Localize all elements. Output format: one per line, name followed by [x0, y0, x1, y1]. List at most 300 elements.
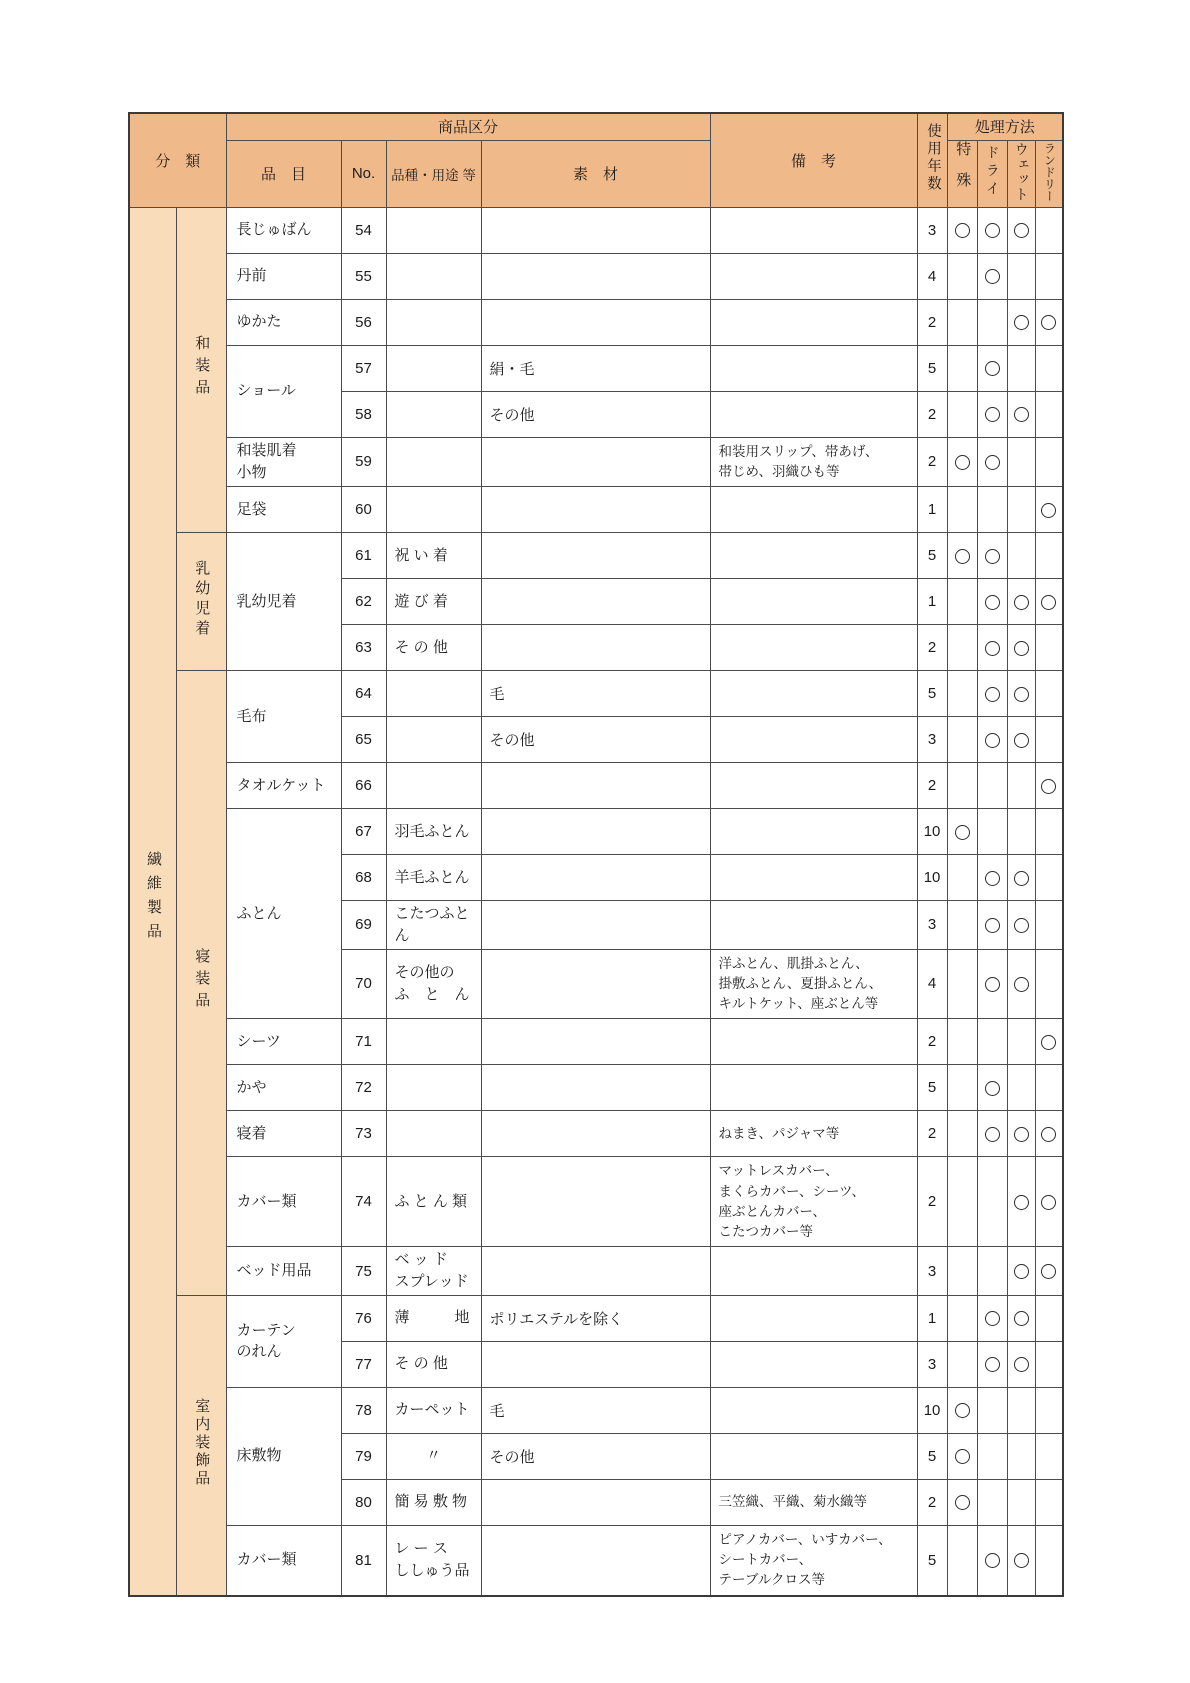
cell-line: 羊毛ふとん	[394, 868, 470, 886]
cell-line: レ ー ス	[394, 1540, 448, 1558]
cell-mark-wet	[1007, 253, 1035, 299]
cell-mark-wet	[1007, 533, 1035, 579]
cell-years: 2	[917, 763, 947, 809]
cell-mark-wet	[1007, 1433, 1035, 1479]
cell-mark-laundry	[1035, 533, 1063, 579]
cell-no: 55	[341, 253, 386, 299]
cell-line: 小物	[236, 463, 267, 481]
circle-mark	[955, 455, 970, 470]
cell-line: 〃	[426, 1447, 442, 1465]
cell-mark-dry	[977, 207, 1007, 253]
cell-line: 帯じめ、羽織ひも等	[718, 463, 840, 479]
table-row	[129, 437, 1063, 487]
cell-variety	[386, 809, 481, 855]
cell-variety	[386, 1247, 481, 1296]
cell-material: その他	[481, 391, 710, 437]
cell-item	[226, 487, 341, 533]
cell-line: 簡 易 敷 物	[394, 1493, 468, 1511]
cell-mark-laundry	[1035, 1019, 1063, 1065]
cell-mark-laundry	[1035, 299, 1063, 345]
circle-mark	[1014, 1553, 1029, 1568]
circle-mark	[985, 687, 1000, 702]
circle-mark	[985, 361, 1000, 376]
cell-class2	[176, 207, 226, 533]
cell-material: その他	[481, 1433, 710, 1479]
cell-remarks	[710, 1065, 917, 1111]
cell-variety	[386, 763, 481, 809]
circle-mark	[955, 1495, 970, 1510]
cell-mark-special	[947, 809, 977, 855]
cell-material	[481, 487, 710, 533]
cell-remarks	[710, 1295, 917, 1341]
cell-mark-wet	[1007, 1247, 1035, 1296]
cell-variety	[386, 717, 481, 763]
header-laundry	[1035, 140, 1063, 207]
cell-line: カバー類	[236, 1192, 297, 1210]
circle-mark	[985, 871, 1000, 886]
cell-no: 71	[341, 1019, 386, 1065]
cell-no: 74	[341, 1157, 386, 1247]
cell-mark-special	[947, 1111, 977, 1157]
cell-mark-special	[947, 345, 977, 391]
cell-mark-wet	[1007, 949, 1035, 1019]
cell-variety	[386, 1065, 481, 1111]
cell-material	[481, 1111, 710, 1157]
circle-mark	[985, 641, 1000, 656]
cell-line: そ の 他	[394, 638, 448, 656]
cell-no: 66	[341, 763, 386, 809]
cell-item	[226, 809, 341, 1019]
cell-variety	[386, 437, 481, 487]
cell-item	[226, 671, 341, 763]
cell-remarks	[710, 437, 917, 487]
cell-material: 毛	[481, 1387, 710, 1433]
circle-mark	[1041, 595, 1056, 610]
circle-mark	[955, 549, 970, 564]
cell-mark-special	[947, 1525, 977, 1595]
table-row	[129, 1065, 1063, 1111]
circle-mark	[1014, 687, 1029, 702]
cell-line: ふとん	[236, 904, 282, 922]
cell-mark-special	[947, 253, 977, 299]
cell-no: 76	[341, 1295, 386, 1341]
cell-mark-laundry	[1035, 855, 1063, 901]
cell-mark-laundry	[1035, 1111, 1063, 1157]
cell-item	[226, 345, 341, 437]
cell-mark-dry	[977, 1433, 1007, 1479]
cell-years: 1	[917, 1295, 947, 1341]
cell-mark-laundry	[1035, 671, 1063, 717]
cell-no: 70	[341, 949, 386, 1019]
cell-mark-special	[947, 1065, 977, 1111]
class2-label: 乳幼児着	[193, 559, 211, 640]
cell-line: 和装用スリップ、帯あげ、	[718, 443, 879, 459]
cell-variety	[386, 1341, 481, 1387]
cell-mark-wet	[1007, 207, 1035, 253]
cell-mark-special	[947, 717, 977, 763]
product-classification-table	[128, 112, 1064, 1597]
table-row	[129, 809, 1063, 855]
cell-item	[226, 253, 341, 299]
circle-mark	[955, 1449, 970, 1464]
header-remarks: 備 考	[710, 113, 917, 207]
header-classification: 分 類	[129, 113, 226, 207]
cell-mark-wet	[1007, 1479, 1035, 1525]
cell-variety	[386, 579, 481, 625]
cell-material	[481, 437, 710, 487]
cell-material	[481, 625, 710, 671]
table-row	[129, 1295, 1063, 1341]
cell-line: ショール	[236, 382, 296, 400]
cell-line: こたつカバー等	[718, 1224, 814, 1239]
cell-line: キルトケット、座ぶとん等	[718, 996, 879, 1011]
cell-mark-dry	[977, 1247, 1007, 1296]
table-header	[129, 113, 1063, 207]
cell-no: 56	[341, 299, 386, 345]
header-product-division: 商品区分	[226, 113, 710, 140]
cell-mark-laundry	[1035, 579, 1063, 625]
circle-mark	[985, 455, 1000, 470]
cell-remarks	[710, 1341, 917, 1387]
cell-line: 乳幼児着	[236, 592, 297, 610]
cell-no: 65	[341, 717, 386, 763]
cell-mark-laundry	[1035, 809, 1063, 855]
circle-mark	[1014, 871, 1029, 886]
cell-line: 和装肌着	[236, 442, 297, 459]
cell-no: 73	[341, 1111, 386, 1157]
cell-mark-dry	[977, 1157, 1007, 1247]
class2-label: 寝装品	[193, 947, 211, 1014]
cell-mark-laundry	[1035, 1157, 1063, 1247]
table-row	[129, 1019, 1063, 1065]
cell-item	[226, 1247, 341, 1296]
cell-line: 毛布	[236, 707, 267, 725]
cell-mark-dry	[977, 855, 1007, 901]
cell-mark-laundry	[1035, 1433, 1063, 1479]
cell-material	[481, 1065, 710, 1111]
circle-mark	[955, 223, 970, 238]
header-special	[947, 140, 977, 207]
circle-mark	[985, 595, 1000, 610]
cell-mark-special	[947, 533, 977, 579]
cell-mark-special	[947, 901, 977, 950]
cell-years: 2	[917, 437, 947, 487]
cell-item	[226, 437, 341, 487]
cell-mark-special	[947, 391, 977, 437]
cell-material	[481, 949, 710, 1019]
cell-mark-wet	[1007, 855, 1035, 901]
cell-mark-dry	[977, 901, 1007, 950]
cell-years: 10	[917, 855, 947, 901]
cell-remarks	[710, 1479, 917, 1525]
circle-mark	[985, 1553, 1000, 1568]
cell-line: こたつふとん	[394, 905, 470, 944]
table-row	[129, 671, 1063, 717]
cell-variety	[386, 533, 481, 579]
cell-remarks	[710, 855, 917, 901]
cell-line: そ の 他	[394, 1355, 448, 1373]
cell-variety	[386, 949, 481, 1019]
cell-mark-laundry	[1035, 345, 1063, 391]
cell-years: 3	[917, 207, 947, 253]
table-row	[129, 763, 1063, 809]
cell-years: 3	[917, 1341, 947, 1387]
cell-class2	[176, 1295, 226, 1595]
cell-mark-wet	[1007, 671, 1035, 717]
class1-label: 繊維製品	[145, 851, 162, 947]
cell-material	[481, 1479, 710, 1525]
cell-line: タオルケット	[236, 776, 326, 794]
cell-mark-special	[947, 949, 977, 1019]
cell-years: 3	[917, 717, 947, 763]
cell-mark-wet	[1007, 1387, 1035, 1433]
cell-mark-laundry	[1035, 253, 1063, 299]
cell-line: カーペット	[394, 1401, 470, 1419]
cell-line: シーツ	[236, 1032, 281, 1050]
cell-mark-laundry	[1035, 391, 1063, 437]
cell-line: ベ ッ ド	[394, 1251, 448, 1269]
table-row	[129, 533, 1063, 579]
cell-no: 59	[341, 437, 386, 487]
cell-item	[226, 1065, 341, 1111]
cell-no: 58	[341, 391, 386, 437]
circle-mark	[985, 549, 1000, 564]
cell-mark-wet	[1007, 901, 1035, 950]
cell-item	[226, 1111, 341, 1157]
special-label: 特殊	[954, 140, 972, 203]
cell-mark-dry	[977, 949, 1007, 1019]
cell-mark-laundry	[1035, 1295, 1063, 1341]
cell-mark-dry	[977, 253, 1007, 299]
header-years-of-use	[917, 113, 947, 207]
circle-mark	[985, 918, 1000, 933]
cell-line: ふ と ん 類	[394, 1192, 468, 1210]
table-row	[129, 1247, 1063, 1296]
cell-line: その他の	[394, 964, 455, 982]
cell-variety	[386, 1387, 481, 1433]
cell-mark-dry	[977, 1111, 1007, 1157]
cell-remarks	[710, 1433, 917, 1479]
cell-mark-special	[947, 299, 977, 345]
cell-item	[226, 1157, 341, 1247]
cell-line: 長じゅばん	[236, 221, 312, 239]
cell-item	[226, 1387, 341, 1525]
cell-mark-dry	[977, 763, 1007, 809]
cell-years: 2	[917, 391, 947, 437]
table-body	[129, 207, 1063, 1596]
cell-no: 61	[341, 533, 386, 579]
cell-line: まくらカバー、シーツ、	[718, 1183, 866, 1199]
cell-years: 5	[917, 1525, 947, 1595]
cell-mark-dry	[977, 671, 1007, 717]
circle-mark	[1014, 1195, 1029, 1210]
cell-mark-dry	[977, 579, 1007, 625]
cell-variety	[386, 299, 481, 345]
cell-no: 62	[341, 579, 386, 625]
cell-line: 床敷物	[236, 1447, 282, 1465]
cell-years: 1	[917, 579, 947, 625]
table-row	[129, 1111, 1063, 1157]
cell-line: スプレッド	[394, 1273, 469, 1290]
cell-material	[481, 1019, 710, 1065]
table-row	[129, 207, 1063, 253]
cell-remarks	[710, 763, 917, 809]
cell-no: 81	[341, 1525, 386, 1595]
cell-line: テーブルクロス等	[718, 1572, 826, 1588]
cell-no: 57	[341, 345, 386, 391]
cell-mark-special	[947, 1341, 977, 1387]
cell-mark-wet	[1007, 487, 1035, 533]
header-item: 品 目	[226, 140, 341, 207]
cell-mark-laundry	[1035, 437, 1063, 487]
cell-no: 75	[341, 1247, 386, 1296]
circle-mark	[1041, 779, 1056, 794]
cell-mark-special	[947, 855, 977, 901]
cell-years: 4	[917, 949, 947, 1019]
cell-line: のれん	[236, 1343, 282, 1361]
cell-years: 5	[917, 671, 947, 717]
circle-mark	[1041, 1195, 1056, 1210]
circle-mark	[1014, 595, 1029, 610]
cell-mark-dry	[977, 1065, 1007, 1111]
cell-remarks	[710, 671, 917, 717]
cell-mark-wet	[1007, 717, 1035, 763]
header-treatment-method: 処理方法	[947, 113, 1063, 140]
cell-mark-dry	[977, 717, 1007, 763]
cell-mark-wet	[1007, 579, 1035, 625]
cell-remarks	[710, 625, 917, 671]
cell-mark-special	[947, 1295, 977, 1341]
cell-mark-laundry	[1035, 1525, 1063, 1595]
cell-material	[481, 1247, 710, 1296]
cell-years: 2	[917, 1157, 947, 1247]
cell-mark-dry	[977, 1341, 1007, 1387]
cell-material	[481, 207, 710, 253]
cell-line: ししゅう品	[394, 1562, 470, 1580]
cell-line: かや	[236, 1078, 267, 1096]
cell-mark-laundry	[1035, 717, 1063, 763]
cell-variety	[386, 625, 481, 671]
cell-line: 羽毛ふとん	[394, 822, 470, 840]
wet-label: ウェット	[1013, 141, 1030, 202]
cell-variety	[386, 1479, 481, 1525]
cell-remarks	[710, 1247, 917, 1296]
cell-no: 64	[341, 671, 386, 717]
cell-years: 10	[917, 809, 947, 855]
cell-remarks	[710, 1111, 917, 1157]
cell-no: 63	[341, 625, 386, 671]
cell-mark-laundry	[1035, 487, 1063, 533]
cell-line: 寝着	[236, 1124, 267, 1142]
circle-mark	[985, 977, 1000, 992]
cell-mark-wet	[1007, 763, 1035, 809]
circle-mark	[1014, 1264, 1029, 1279]
cell-mark-dry	[977, 391, 1007, 437]
cell-mark-laundry	[1035, 1479, 1063, 1525]
cell-line: 薄 地	[394, 1309, 470, 1327]
circle-mark	[1014, 1357, 1029, 1372]
cell-line: 掛敷ふとん、夏掛ふとん、	[718, 975, 883, 991]
circle-mark	[1041, 1035, 1056, 1050]
cell-no: 77	[341, 1341, 386, 1387]
cell-remarks	[710, 253, 917, 299]
cell-variety	[386, 253, 481, 299]
circle-mark	[985, 1357, 1000, 1372]
table-row	[129, 1525, 1063, 1595]
cell-line: シートカバー、	[718, 1552, 813, 1567]
cell-years: 2	[917, 1479, 947, 1525]
cell-mark-dry	[977, 1295, 1007, 1341]
cell-no: 69	[341, 901, 386, 950]
cell-years: 5	[917, 1433, 947, 1479]
cell-mark-wet	[1007, 345, 1035, 391]
cell-mark-wet	[1007, 437, 1035, 487]
cell-mark-laundry	[1035, 207, 1063, 253]
circle-mark	[955, 1403, 970, 1418]
cell-mark-laundry	[1035, 1065, 1063, 1111]
cell-mark-dry	[977, 437, 1007, 487]
cell-line: ベッド用品	[236, 1262, 312, 1280]
cell-mark-special	[947, 207, 977, 253]
cell-no: 72	[341, 1065, 386, 1111]
document-sheet	[128, 112, 1064, 1597]
circle-mark	[1014, 1127, 1029, 1142]
cell-mark-special	[947, 579, 977, 625]
cell-mark-special	[947, 671, 977, 717]
cell-variety	[386, 901, 481, 950]
cell-mark-dry	[977, 1479, 1007, 1525]
class2-label: 和装品	[193, 334, 211, 401]
circle-mark	[985, 1311, 1000, 1326]
header-no: No.	[341, 140, 386, 207]
cell-material: 毛	[481, 671, 710, 717]
cell-mark-wet	[1007, 809, 1035, 855]
table-row	[129, 299, 1063, 345]
cell-line: 三笠織、平織、菊水織等	[718, 1494, 868, 1510]
cell-variety	[386, 1525, 481, 1595]
cell-remarks	[710, 1019, 917, 1065]
cell-mark-dry	[977, 625, 1007, 671]
cell-no: 54	[341, 207, 386, 253]
cell-years: 1	[917, 487, 947, 533]
cell-no: 80	[341, 1479, 386, 1525]
cell-years: 5	[917, 1065, 947, 1111]
circle-mark	[985, 223, 1000, 238]
cell-mark-wet	[1007, 1157, 1035, 1247]
cell-variety	[386, 855, 481, 901]
table-row	[129, 253, 1063, 299]
cell-mark-laundry	[1035, 901, 1063, 950]
cell-mark-dry	[977, 809, 1007, 855]
cell-variety	[386, 345, 481, 391]
cell-mark-wet	[1007, 625, 1035, 671]
cell-line: カバー類	[236, 1551, 297, 1569]
cell-no: 60	[341, 487, 386, 533]
cell-material	[481, 533, 710, 579]
table-row	[129, 487, 1063, 533]
cell-mark-dry	[977, 487, 1007, 533]
circle-mark	[985, 1127, 1000, 1142]
cell-mark-wet	[1007, 1019, 1035, 1065]
cell-mark-dry	[977, 1387, 1007, 1433]
cell-line: マットレスカバー、	[718, 1163, 839, 1179]
cell-variety	[386, 1111, 481, 1157]
cell-variety	[386, 487, 481, 533]
cell-variety	[386, 207, 481, 253]
circle-mark	[1014, 918, 1029, 933]
cell-remarks	[710, 391, 917, 437]
cell-mark-special	[947, 1479, 977, 1525]
